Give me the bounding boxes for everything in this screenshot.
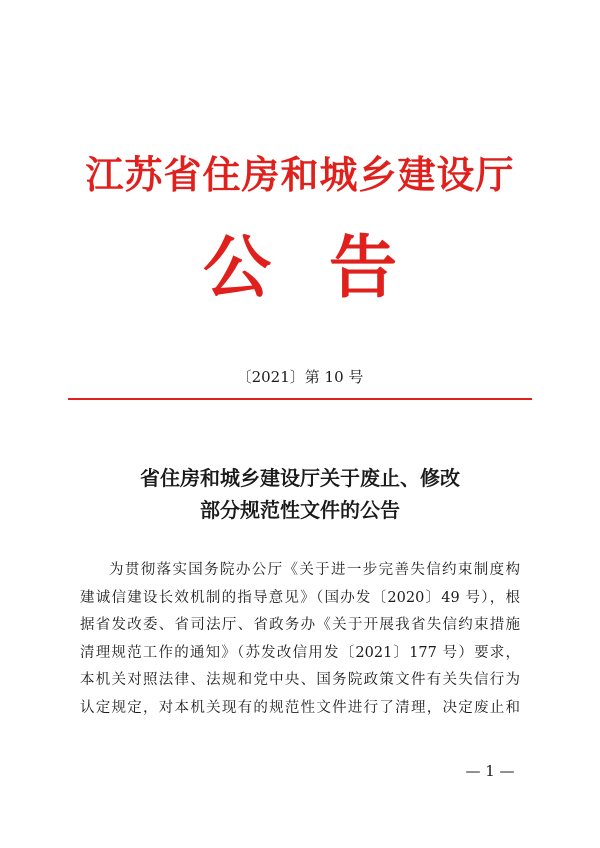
notice-title-line-1: 省住房和城乡建设厅关于废止、修改: [140, 466, 460, 490]
notice-title-line-2: 部分规范性文件的公告: [200, 498, 400, 522]
document-number: 〔2021〕第 10 号: [236, 368, 364, 386]
body-line-2: 建诚信建设长效机制的指导意见》（国办发〔2020〕49 号），根: [80, 589, 520, 606]
body-line-6: 认定规定，对本机关现有的规范性文件进行了清理，决定废止和: [80, 699, 520, 716]
page-number: — 1 —: [465, 762, 515, 780]
notice-title: [0, 462, 600, 526]
red-separator-line: [68, 398, 532, 400]
body-line-3: 据省发改委、省司法厅、省政务办《关于开展我省失信约束措施: [80, 617, 520, 633]
body-paragraph: [80, 557, 520, 722]
document-type-heading: 公告: [202, 228, 455, 308]
body-line-5: 本机关对照法律、法规和党中央、国务院政策文件有关失信行为: [80, 672, 520, 688]
body-line-1: 为贯彻落实国务院办公厅《关于进一步完善失信约束制度构: [109, 562, 520, 578]
agency-title: 江苏省住房和城乡建设厅: [85, 152, 515, 197]
body-line-4: 清理规范工作的通知》（苏发改信用发〔2021〕177 号）要求，: [80, 644, 520, 661]
